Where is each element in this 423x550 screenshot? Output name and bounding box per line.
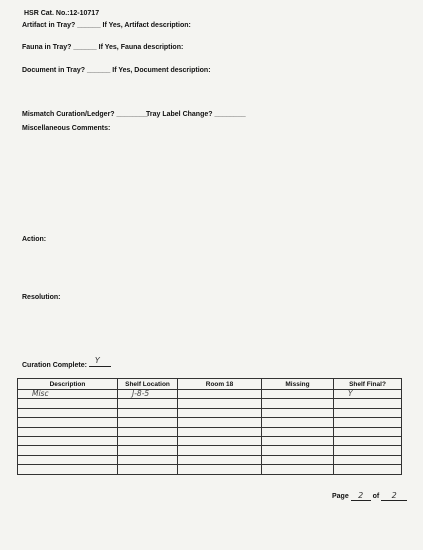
- table-cell: [178, 465, 262, 474]
- table-cell: [118, 465, 178, 474]
- table-row: [18, 399, 402, 408]
- page-total: 2: [381, 492, 407, 501]
- table-row: [18, 418, 402, 427]
- table-cell: [178, 408, 262, 417]
- table-header-row: [18, 379, 402, 390]
- table-row: [18, 455, 402, 464]
- curation-complete-label: Curation Complete:: [22, 362, 87, 369]
- table-cell: [118, 399, 178, 408]
- table-cell: [262, 418, 334, 427]
- catalog-number: [24, 9, 99, 18]
- table-cell: [178, 390, 262, 399]
- table-cell: [178, 418, 262, 427]
- table-cell: [334, 446, 402, 455]
- table-cell: [262, 446, 334, 455]
- header-missing: Missing: [262, 379, 334, 390]
- table-cell: [262, 465, 334, 474]
- curation-complete-blank: [89, 356, 111, 367]
- fauna-field: Fauna in Tray? ______ If Yes, Fauna description:: [22, 44, 184, 51]
- artifact-field: Artifact in Tray? ______ If Yes, Artifact description:: [22, 22, 191, 29]
- table-cell: [334, 436, 402, 445]
- header-room-18: Room 18: [178, 379, 262, 390]
- table-cell: [334, 465, 402, 474]
- cell-value: Y: [348, 389, 353, 398]
- table-cell: [18, 436, 118, 445]
- curation-complete-value: Y: [94, 356, 100, 365]
- table-cell: [262, 436, 334, 445]
- cell-value: Misc: [32, 389, 49, 398]
- table-cell: [334, 427, 402, 436]
- table-cell: [18, 399, 118, 408]
- of-label: of: [372, 493, 380, 500]
- table-cell: [262, 399, 334, 408]
- table-cell: [18, 427, 118, 436]
- table-cell: [334, 390, 402, 399]
- catalog-number-label: HSR Cat. No.:: [24, 10, 70, 17]
- table-row: [18, 427, 402, 436]
- table-cell: [334, 408, 402, 417]
- table-cell: [178, 446, 262, 455]
- table-cell: [334, 399, 402, 408]
- table-cell: [334, 418, 402, 427]
- table-cell: [118, 427, 178, 436]
- table-cell: [118, 390, 178, 399]
- table-cell: [18, 446, 118, 455]
- header-description: Description: [18, 379, 118, 390]
- mismatch-field: Mismatch Curation/Ledger? ________: [22, 111, 148, 118]
- table-cell: [18, 408, 118, 417]
- document-field: Document in Tray? ______ If Yes, Document description:: [22, 67, 211, 74]
- misc-comments-label: Miscellaneous Comments:: [22, 125, 111, 132]
- table-cell: [118, 455, 178, 464]
- cell-value: J-8-5: [132, 389, 150, 398]
- page-footer: [332, 492, 407, 501]
- header-shelf-location: Shelf Location: [118, 379, 178, 390]
- table-cell: [262, 408, 334, 417]
- table-cell: [334, 455, 402, 464]
- table-cell: [262, 455, 334, 464]
- table-cell: [178, 436, 262, 445]
- table-cell: [18, 455, 118, 464]
- resolution-label: Resolution:: [22, 294, 61, 301]
- page-number: 2: [351, 492, 371, 501]
- table-cell: [262, 390, 334, 399]
- table-cell: [118, 436, 178, 445]
- action-label: Action:: [22, 236, 47, 243]
- table-row: [18, 446, 402, 455]
- table-row: [18, 465, 402, 474]
- table-cell: [178, 427, 262, 436]
- table-cell: [18, 418, 118, 427]
- table-cell: [118, 408, 178, 417]
- inventory-table: [17, 378, 402, 475]
- table-cell: [118, 418, 178, 427]
- table-cell: [178, 399, 262, 408]
- tray-label-field: Tray Label Change? ________: [146, 111, 246, 118]
- table-cell: [178, 455, 262, 464]
- table-cell: [262, 427, 334, 436]
- page-label: Page: [332, 493, 349, 500]
- table-row: [18, 390, 402, 399]
- header-shelf-final: Shelf Final?: [334, 379, 402, 390]
- table-cell: [18, 390, 118, 399]
- table-row: [18, 436, 402, 445]
- table-cell: [118, 446, 178, 455]
- catalog-number-value: 12-10717: [69, 10, 100, 17]
- table-cell: [18, 465, 118, 474]
- curation-complete: [22, 356, 111, 370]
- table-row: [18, 408, 402, 417]
